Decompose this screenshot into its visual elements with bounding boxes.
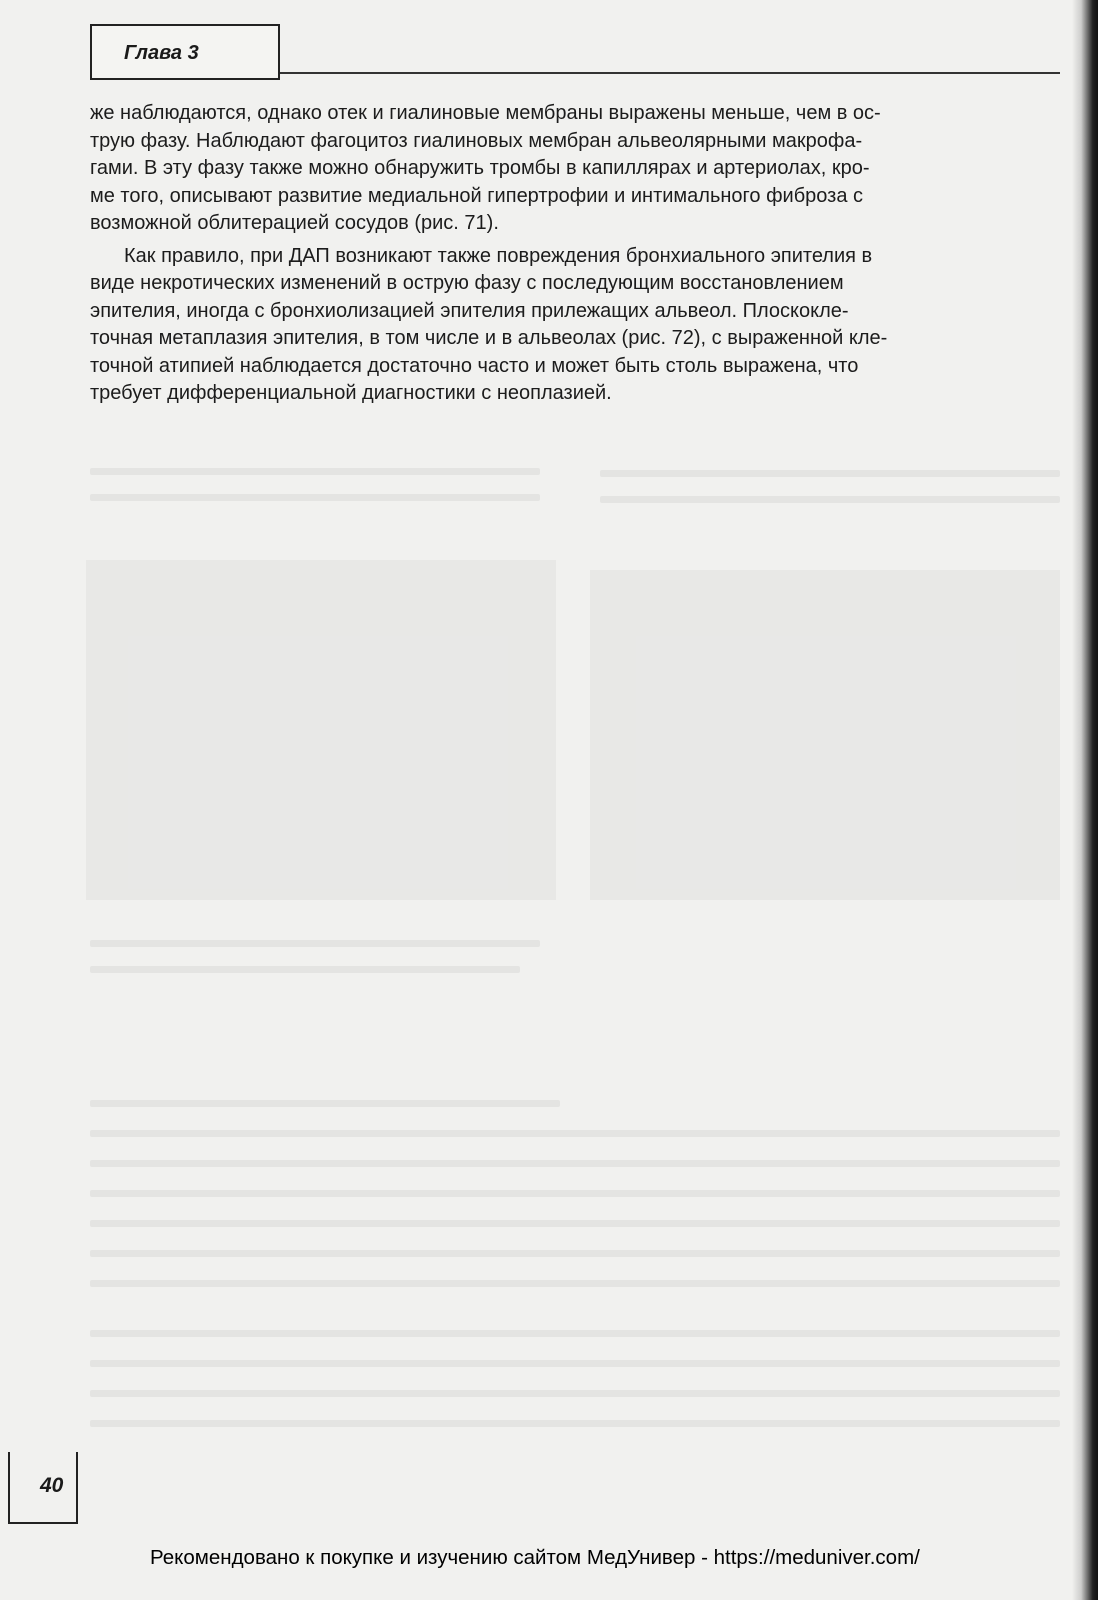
body-text (90, 100, 1065, 408)
text-line: возможной облитерацией сосудов (рис. 71). (90, 212, 499, 234)
bleed-through-line (90, 966, 520, 973)
bleed-through-line (90, 494, 540, 501)
bleed-through-line (90, 1100, 560, 1107)
footer-recommendation: Рекомендовано к покупке и изучению сайтом МедУнивер - https://meduniver.com/ (150, 1546, 920, 1569)
text-line: Как правило, при ДАП возникают также повреждения бронхиального эпителия в (124, 244, 873, 267)
bleed-through-line (90, 1220, 1060, 1227)
text-line: точной атипией наблюдается достаточно часто и может быть столь выражена, что (90, 354, 859, 377)
chapter-header-box (90, 24, 280, 80)
bleed-through-line (90, 1330, 1060, 1337)
bleed-through-line (90, 1190, 1060, 1197)
bleed-through-right-figure (590, 570, 1060, 900)
page-number: 40 (40, 1474, 64, 1497)
text-line: гами. В эту фазу также можно обнаружить тромбы в капиллярах и артериолах, кро- (90, 157, 870, 179)
bleed-through-line (90, 1250, 1060, 1257)
bleed-through-line (90, 1160, 1060, 1167)
header-rule (280, 72, 1060, 74)
bleed-through-line (90, 468, 540, 475)
bleed-through-line (90, 1280, 1060, 1287)
bleed-through-line (600, 496, 1060, 503)
bleed-through-line (90, 1360, 1060, 1367)
text-line: точная метаплазия эпителия, в том числе и в альвеолах (рис. 72), с выраженной кле- (90, 327, 888, 349)
bleed-through-line (600, 470, 1060, 477)
text-line: трую фазу. Наблюдают фагоцитоз гиалиновых мембран альвеолярными макрофа- (90, 129, 863, 152)
text-line: же наблюдаются, однако отек и гиалиновые мембраны выражены меньше, чем в ос- (90, 102, 881, 124)
chapter-label: Глава 3 (124, 42, 199, 64)
text-line: ме того, описывают развитие медиальной гипертрофии и интимального фиброза с (90, 184, 864, 207)
text-line: требует дифференциальной диагностики с неоплазией. (90, 382, 612, 404)
text-line: виде некротических изменений в острую фазу с последующим восстановлением (90, 272, 844, 294)
text-line: эпителия, иногда с бронхиолизацией эпителия прилежащих альвеол. Плоскокле- (90, 299, 849, 322)
bleed-through-line (90, 940, 540, 947)
bleed-through-line (90, 1390, 1060, 1397)
bleed-through-line (90, 1130, 1060, 1137)
bleed-through-left-figure (86, 560, 556, 900)
bleed-through-line (90, 1420, 1060, 1427)
page-edge-shadow (1072, 0, 1098, 1600)
